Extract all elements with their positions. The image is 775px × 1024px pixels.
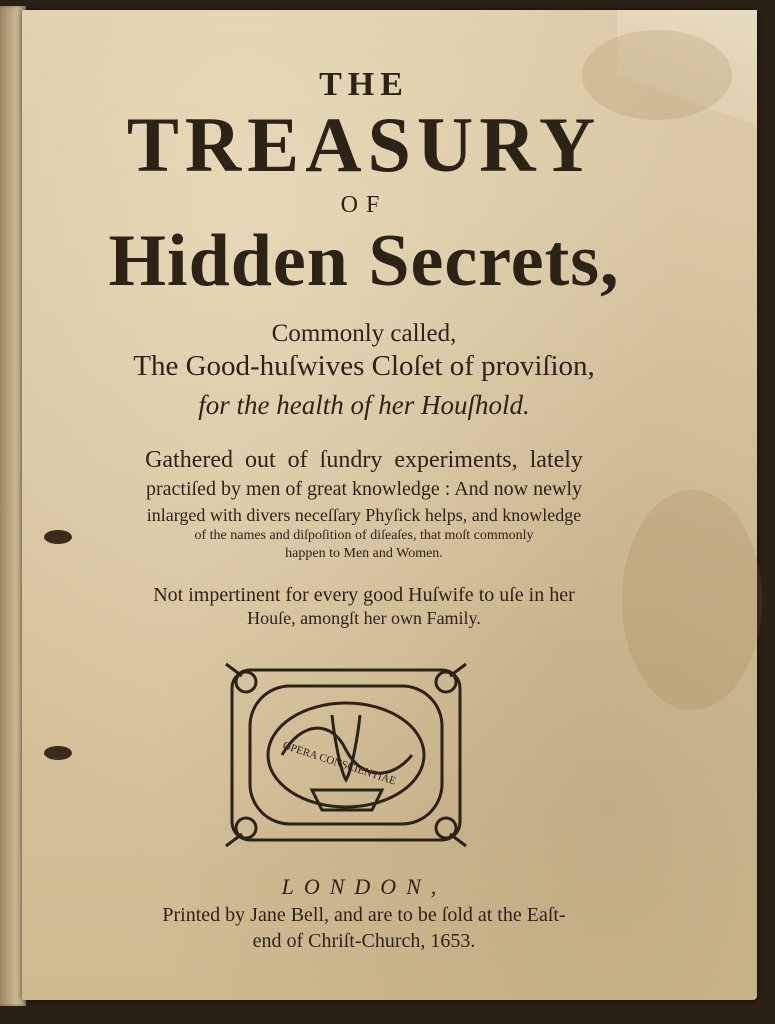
title-hidden-secrets: Hidden Secrets, [108,220,620,302]
description-line: happen to Men and Women. [285,546,443,561]
printers-device-icon [222,660,470,850]
title-of: OF [340,192,388,218]
description-line: Gathered out of ſundry experiments, lately [145,447,583,473]
device-motto: OPERA CONSCIENTIAE [281,739,398,788]
imprint-line: end of Chriſt-Church, 1653. [252,930,476,952]
description-line: of the names and diſpoſition of diſeaſes, that moſt commonly [194,528,534,543]
binding-hole [44,746,72,760]
imprint-line: Printed by Jane Bell, and are to be ſold at the Eaſt- [162,904,566,926]
title-page [22,10,757,1000]
title-the: THE [319,66,409,103]
description-line: practiſed by men of great knowledge : And now newly [146,478,582,500]
title-treasury: TREASURY [126,101,602,188]
note-line: Not impertinent for every good Huſwife to uſe in her [153,584,575,606]
imprint-city: LONDON, [281,874,447,899]
description-line: inlarged with divers neceſſary Phyſick helps, and knowledge [146,505,582,525]
note-line: Houſe, amongſt her own Family. [247,608,481,628]
subtitle-commonly-called: Commonly called, [271,320,457,347]
subtitle-health: for the health of her Houſhold. [198,390,530,420]
subtitle-closet: The Good-huſwives Cloſet of proviſion, [133,350,595,382]
